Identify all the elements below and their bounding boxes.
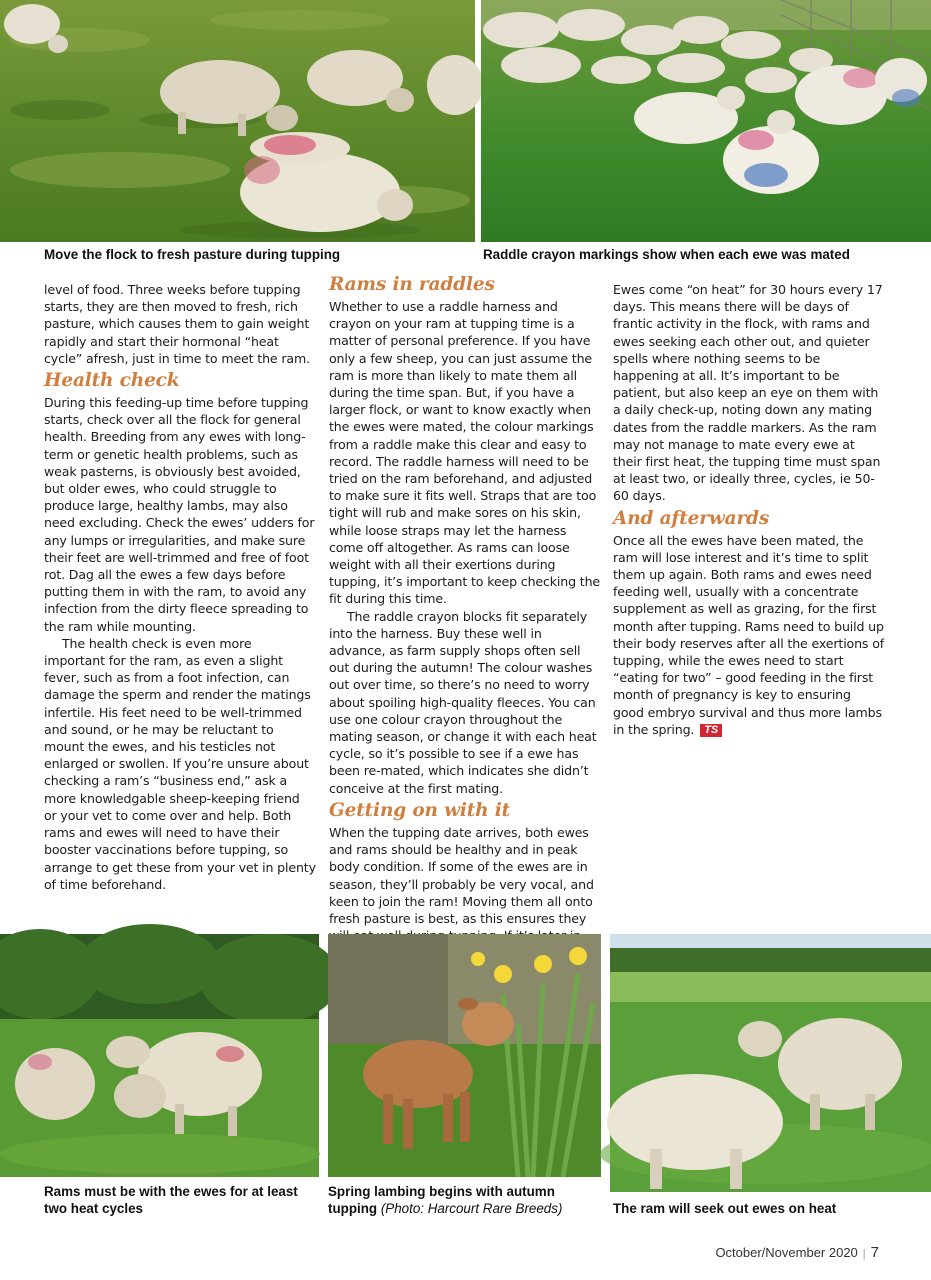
photo-spring-lamb xyxy=(328,934,601,1177)
photo-rams-with-ewes xyxy=(0,934,319,1177)
caption-bottom-left: Rams must be with the ewes for at least two heat cycles xyxy=(44,1184,298,1216)
page-number: 7 xyxy=(870,1244,879,1261)
photo-credit: (Photo: Harcourt Rare Breeds) xyxy=(380,1201,563,1216)
photo-ram-seeks-ewes xyxy=(610,934,931,1192)
intro-paragraph: level of food. Three weeks before tupping starts, they are then moved to fresh, rich pasture, which causes them to gain weight rapidly and start their hormonal “heat cycle” afresh, just in time to meet the ram. xyxy=(44,282,310,366)
caption-bottom-right: The ram will seek out ewes on heat xyxy=(613,1201,837,1216)
heading-rams-in-raddles: Rams in raddles xyxy=(329,274,495,295)
article-column-1 xyxy=(44,281,316,893)
heading-getting-on-with-it: Getting on with it xyxy=(329,799,511,821)
article-column-3 xyxy=(613,281,885,738)
article-column-2 xyxy=(329,271,601,926)
caption-top-right: Raddle crayon markings show when each ewe was mated xyxy=(483,247,850,262)
footer-separator: | xyxy=(862,1248,866,1260)
getting-on-paragraph-2: Ewes come “on heat” for 30 hours every 17 days. This means there will be days of frantic activity in the flock, with rams and ewes seeking each other out, and quieter spells where nothing seems to be happening at all. It’s important to be patient, but also keep an eye on them with a daily check-up, noting down any mating dates from the raddle markers. As the ram may not manage to mate every ewe at their first heat, the tupping time must span at least two, or ideally three, cycles, ie 50-60 days. xyxy=(613,282,883,504)
caption-bottom-middle-text: Spring lambing begins with autumn tupping xyxy=(328,1184,555,1216)
caption-bottom-middle xyxy=(328,1183,588,1217)
photo-grazing-sheep xyxy=(0,0,475,242)
heading-and-afterwards: And afterwards xyxy=(613,507,770,529)
health-check-paragraph-2: The health check is even more important for the ram, as even a slight fever, such as from a foot infection, can damage the sperm and render the matings infertile. His feet need to be well-trimmed and sound, or he may be reluctant to mount the ewes, and his testicles not enlarged or swollen. If you’re unsure about checking a ram’s “business end,” ask a more knowledgable sheep-keeping friend or your vet to come over and help. Both rams and ewes will need to have their booster vaccinations before tupping, so arrange to get these from your vet in plenty of time beforehand. xyxy=(44,635,316,892)
afterwards-text: Once all the ewes have been mated, the ram will lose interest and it’s time to split them up again. Both rams and ewes need feeding well, usually with a concentrate supplement as well as grazing, for the first month after tupping. Rams need to build up their body reserves after all the exertions of tupping, while the ewes need to start “eating for two” – good feeding in the first month of pregnancy is key to ensuring good embryo survival and thus more lambs in the spring. xyxy=(613,532,885,737)
heading-health-check: Health check xyxy=(44,370,180,392)
issue-date: October/November 2020 xyxy=(715,1245,858,1260)
health-check-paragraph-1: During this feeding-up time before tupping starts, check over all the flock for general health. Breeding from any ewes with long-term or genetic health problems, such as weak pasterns, is obviously best avoided, but older ewes, who could struggle to produce large, healthy lambs, may also need excluding. Check the ewes’ udders for any lumps or irregularities, and make sure their feet are well-trimmed and free of foot rot. Dag all the ewes a few days before putting them in with the ram, to avoid any infection from the dirty fleece spreading to the ram while mounting. xyxy=(44,395,315,634)
photo-raddle-markings xyxy=(481,0,931,242)
page-footer xyxy=(715,1244,879,1261)
caption-top-left: Move the flock to fresh pasture during tupping xyxy=(44,247,341,262)
rams-in-raddles-paragraph-1: Whether to use a raddle harness and crayon on your ram at tupping time is a matter of personal preference. If you have only a few sheep, you can just assume the ram is more than likely to mate them all during the time span. But, if you have a larger flock, or want to know exactly when the ewes were mated, the colour markings from a raddle make this clear and easy to record. The raddle harness will need to be tried on the ram beforehand, and adjusted to make sure it fits well. Straps that are too tight will rub and make sores on his skin, while loose straps may let the harness come off altogether. As rams can loose weight with all their exertions during tupping, it’s important to keep checking the fit during this time. xyxy=(329,299,601,607)
ts-end-badge: TS xyxy=(700,724,722,737)
afterwards-paragraph xyxy=(613,532,885,738)
rams-in-raddles-paragraph-2: The raddle crayon blocks fit separately into the harness. Buy these well in advance, as farm supply shops often sell out during the autumn! The colour washes out over time, so there’s no need to worry about spoiling high-quality fleeces. You can use one colour crayon throughout the mating season, or change it with each heat cycle, so it’s possible to see if a ewe has been re-mated, which indicates she didn’t conceive at the first mating. xyxy=(329,608,597,796)
getting-on-paragraph-1: When the tupping date arrives, both ewes and rams should be healthy and in peak body condition. If some of the ewes are in season, they’ll probably be very vocal, and keen to join the ram! Moving them all onto fresh pasture is best, as this ensures they xyxy=(329,824,594,926)
